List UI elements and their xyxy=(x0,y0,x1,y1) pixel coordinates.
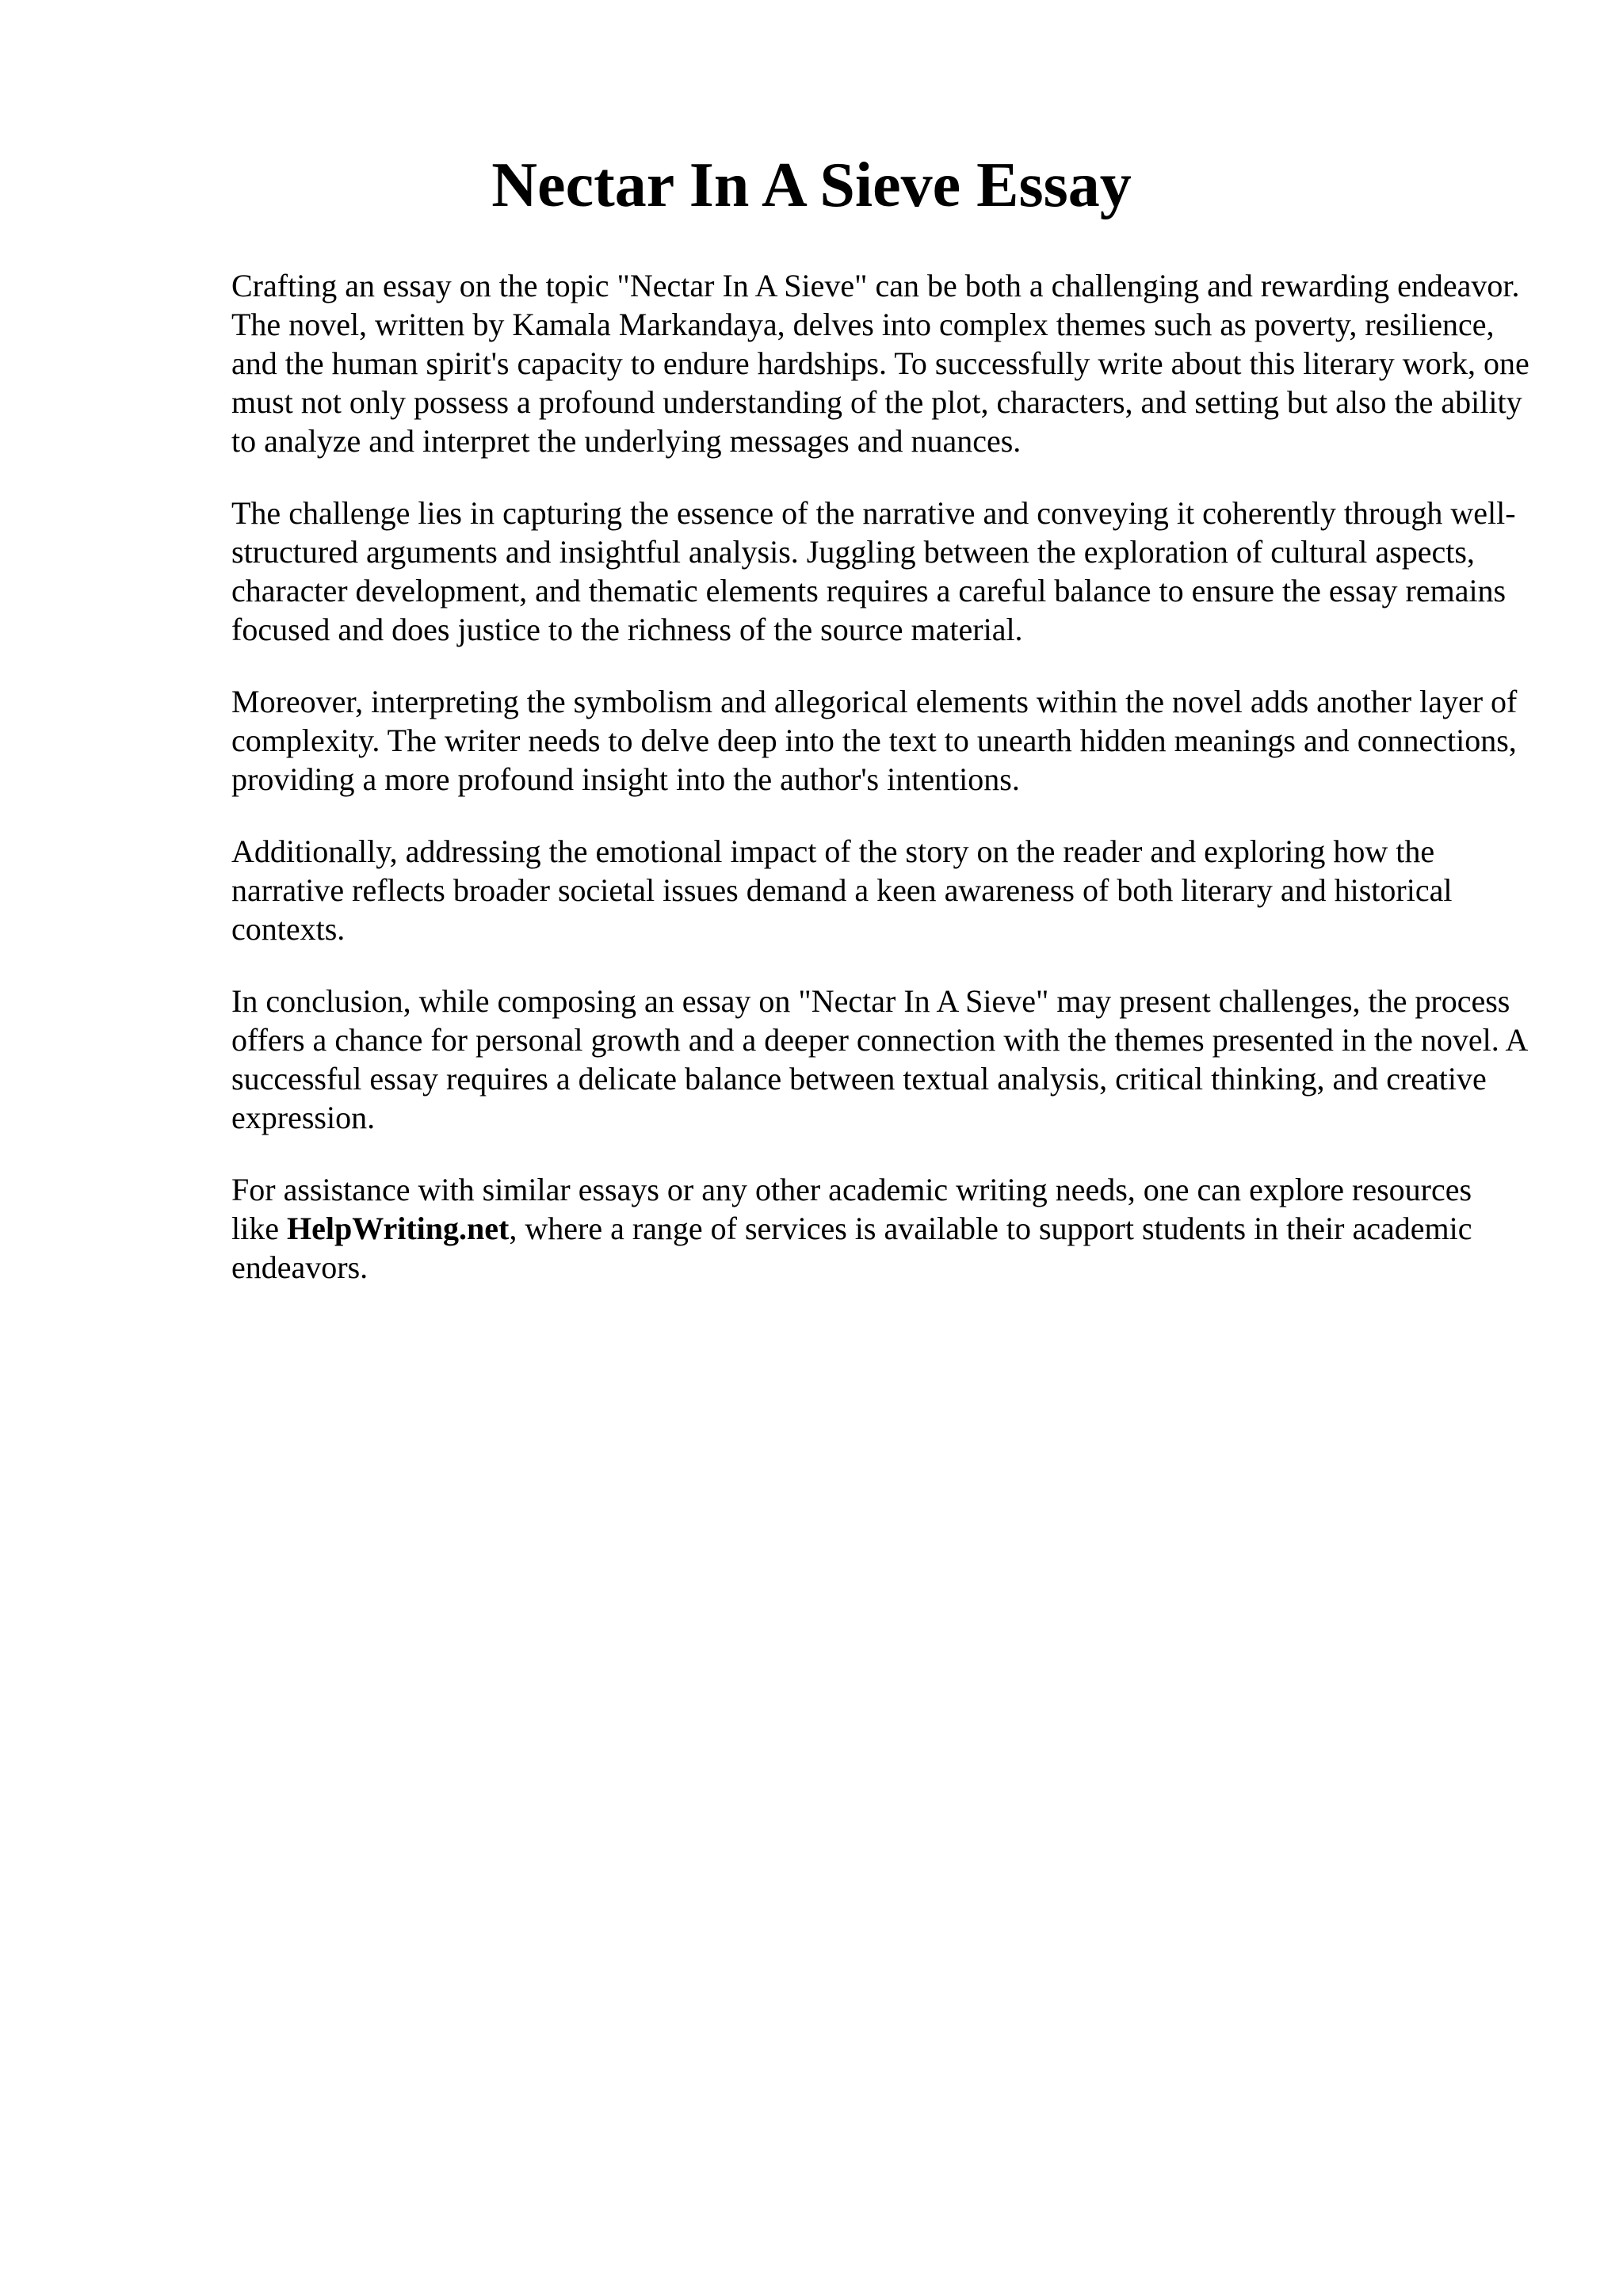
paragraph-emotional-impact: Additionally, addressing the emotional impact of the story on the reader and exploring how the narrative reflects broader societal issues demand a keen awareness of both literary and historical contexts. xyxy=(231,833,1453,947)
page-title: Nectar In A Sieve Essay xyxy=(491,151,1132,220)
paragraph-conclusion: In conclusion, while composing an essay on "Nectar In A Sieve" may present challenges, the process offers a chance for personal growth and a deeper connection with the themes presented in the novel. A successful essay requires a delicate balance between textual analysis, critical thinking, and creative expression. xyxy=(231,983,1527,1135)
helpwriting-link[interactable]: HelpWriting.net xyxy=(286,1211,510,1246)
closing-text-before: For assistance with similar essays or any other academic writing needs, one can explore resources like xyxy=(231,1172,1472,1246)
paragraph-closing xyxy=(231,1170,1531,1287)
paragraph-symbolism: Moreover, interpreting the symbolism and allegorical elements within the novel adds another layer of complexity. The writer needs to delve deep into the text to unearth hidden meanings and connections, providing a more profound insight into the author's intentions. xyxy=(231,684,1518,797)
closing-text-after: , where a range of services is available to support students in their academic endeavors. xyxy=(231,1211,1472,1285)
paragraph-intro: Crafting an essay on the topic "Nectar In A Sieve" can be both a challenging and rewarding endeavor. The novel, written by Kamala Markandaya, delves into complex themes such as poverty, resilience, and the human spirit's capacity to endure hardships. To successfully write about this literary work, one must not only possess a profound understanding of the plot, characters, and setting but also the ability to analyze and interpret the underlying messages and nuances. xyxy=(231,268,1529,459)
paragraph-challenge: The challenge lies in capturing the essence of the narrative and conveying it coherently through well-structured arguments and insightful analysis. Juggling between the exploration of cultural aspects, character development, and thematic elements requires a careful balance to ensure the essay remains focused and does justice to the richness of the source material. xyxy=(231,495,1516,647)
essay-body xyxy=(231,266,1531,1287)
